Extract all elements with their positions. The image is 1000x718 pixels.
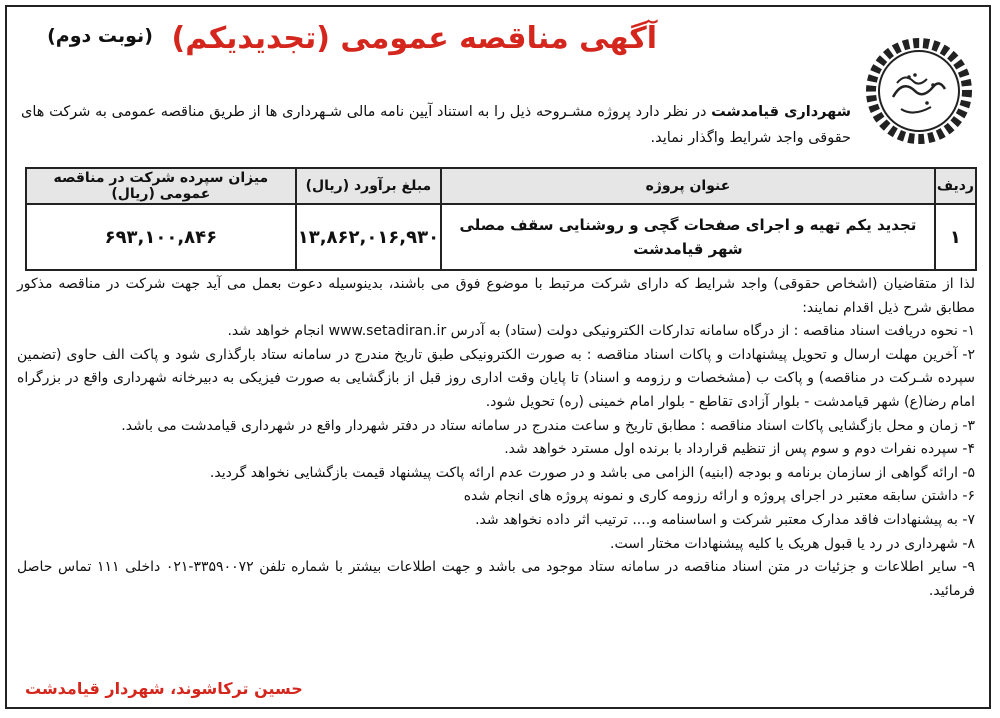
cell-project-title: تجدید یکم تهیه و اجرای صفحات گچی و روشنایی سقف مصلی شهر قیامدشت bbox=[441, 204, 935, 270]
condition-item-7: ۷- به پیشنهادات فاقد مدارک معتبر شرکت و اساسنامه و.... ترتیب اثر داده نخواهد شد. bbox=[475, 511, 975, 528]
table-header-row bbox=[26, 168, 976, 204]
header-project-title: عنوان پروژه bbox=[441, 168, 935, 204]
municipality-logo bbox=[863, 35, 975, 147]
conditions-lead: لذا از متقاضیان (اشخاص حقوقی) واجد شرایط که دارای شرکت مرتبط با موضوع فوق می باشند، بدینوسیله دعوت بعمل می آید جهت شرکت در مناقصه مذکور مطابق شرح ذیل اقدام نمایند: bbox=[17, 276, 975, 316]
condition-item-3: ۳- زمان و محل بازگشایی پاکات اسناد مناقصه : مطابق تاریخ و ساعت مندرج در سامانه ستاد در دفتر شهردار واقع در شهرداری قیامدشت می باشد. bbox=[121, 417, 975, 434]
intro-text: در نظر دارد پروژه مشـروحه ذیل را به استناد آیین نامه مالی شـهرداری ها از طریق مناقصه عمومی به شرکت های حقوقی واجد شرایط واگذار نماید. bbox=[21, 104, 851, 146]
condition-item-2: ۲- آخرین مهلت ارسال و تحویل پیشنهادات و پاکات اسناد مناقصه : به صورت الکترونیکی طبق تاریخ مندرج در سامانه ستاد بارگذاری شود و پاکت الف حاوی (تضمین سپرده شـرکت در مناقصه) و پاکت ب (مشخصات و رزومه و اسناد) تا پایان وقت اداری روز قبل از بازگشایی به صورت فیزیکی به دبیرخانه شهرداری واقع در بزرگراه امام رضا(ع) شهر قیامدشت - بلوار آزادی تقاطع - بلوار امام خمینی (ره) تحویل شود. bbox=[17, 346, 975, 410]
condition-item-9: ۹- سایر اطلاعات و جزئیات در متن اسناد مناقصه در سامانه ستاد موجود می باشد و جهت اطلاعات بیشتر با شماره تلفن ۳۳۵۹۰۰۷۲-۰۲۱ داخلی ۱۱۱ تماس حاصل فرمائید. bbox=[17, 559, 976, 599]
cell-estimate: ۱۳,۸۶۲,۰۱۶,۹۳۰ bbox=[296, 204, 441, 270]
condition-item-6: ۶- داشتن سابقه معتبر در اجرای پروژه و ارائه رزومه کاری و نمونه پروژه های انجام شده bbox=[463, 488, 975, 505]
header-estimate: مبلغ برآورد (ریال) bbox=[296, 168, 441, 204]
intro-paragraph bbox=[21, 99, 851, 151]
cell-deposit: ۶۹۳,۱۰۰,۸۴۶ bbox=[26, 204, 296, 270]
organization-name: شهرداری قیامدشت bbox=[711, 104, 851, 120]
condition-item-5: ۵- ارائه گواهی از سازمان برنامه و بودجه (ابنیه) الزامی می باشد و در صورت عدم ارائه پاکت پیشنهاد قیمت بازگشایی نخواهد گردید. bbox=[209, 464, 975, 481]
condition-item-1: ۱- نحوه دریافت اسناد مناقصه : از درگاه سامانه تدارکات الکترونیکی دولت (ستاد) به آدرس www.setadiran.ir انجام خواهد شد. bbox=[227, 323, 975, 340]
conditions-body bbox=[17, 273, 975, 603]
tender-notice bbox=[5, 5, 991, 709]
cell-row-number: ۱ bbox=[935, 204, 976, 270]
page-title: آگهی مناقصه عمومی (تجدیدیکم) bbox=[171, 21, 657, 56]
round-label: (نوبت دوم) bbox=[47, 25, 153, 47]
header-deposit: میزان سپرده شرکت در مناقصه عمومی (ریال) bbox=[26, 168, 296, 204]
header-row-number: ردیف bbox=[935, 168, 976, 204]
tender-table bbox=[25, 167, 977, 271]
condition-item-4: ۴- سپرده نفرات دوم و سوم پس از تنظیم قرارداد با برنده اول مسترد خواهد شد. bbox=[504, 441, 975, 458]
mayor-signature: حسین ترکاشوند، شهردار قیامدشت bbox=[25, 679, 303, 698]
condition-item-8: ۸- شهرداری در رد یا قبول هریک یا کلیه پیشنهادات مختار است. bbox=[610, 535, 975, 552]
table-row bbox=[26, 204, 976, 270]
